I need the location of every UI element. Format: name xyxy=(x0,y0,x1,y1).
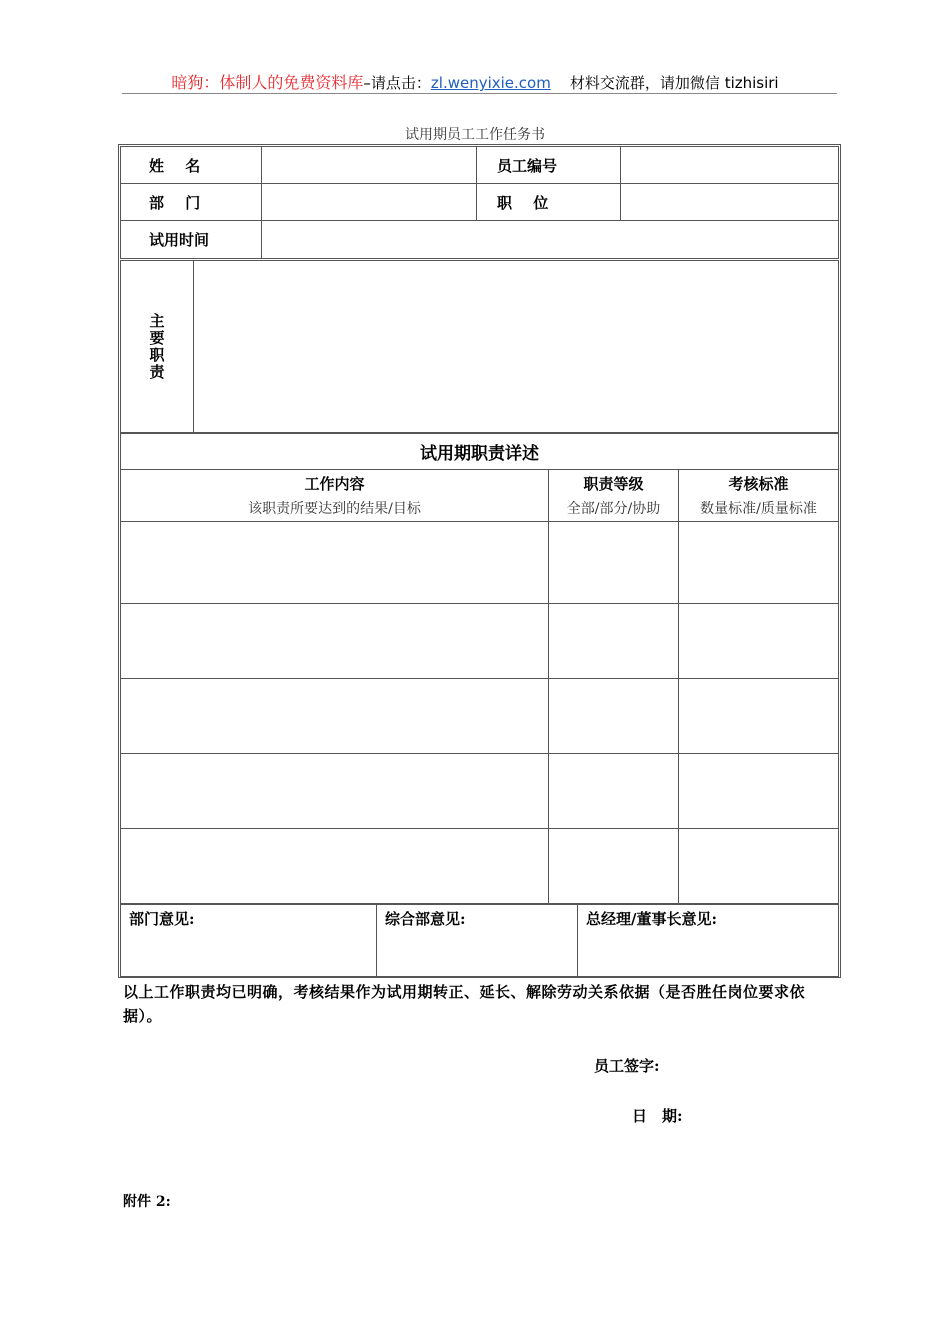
header-banner xyxy=(0,70,950,93)
col-title: 考核标准 xyxy=(728,475,789,493)
col-header-duty-level xyxy=(548,469,679,522)
general-opinion-label: 综合部意见: xyxy=(385,910,466,928)
label-probation-time: 试用时间 xyxy=(120,220,262,259)
label-main-duties: 主要职责 xyxy=(120,260,194,433)
signature-label: 员工签字: xyxy=(594,1057,660,1075)
col-subtitle: 全部/部分/协助 xyxy=(566,501,661,517)
label-employee-id: 员工编号 xyxy=(476,146,621,184)
attachment-label: 附件 2: xyxy=(123,1194,171,1210)
probation-time-field[interactable] xyxy=(261,220,839,259)
detail-cell[interactable] xyxy=(120,603,549,679)
ad-prompt: –请点击： xyxy=(363,74,431,92)
dept-opinion-label: 部门意见: xyxy=(129,910,195,928)
detail-cell[interactable] xyxy=(678,828,839,905)
detail-cell[interactable] xyxy=(678,603,839,679)
col-title: 职责等级 xyxy=(583,475,644,493)
wechat-text: 材料交流群，请加微信 tizhisiri xyxy=(569,74,779,92)
label-name: 姓 名 xyxy=(120,146,262,184)
col-subtitle: 该职责所要达到的结果/目标 xyxy=(248,501,421,517)
col-subtitle: 数量标准/质量标准 xyxy=(700,501,817,517)
date-label: 日 期: xyxy=(632,1107,683,1125)
label-department: 部 门 xyxy=(120,183,262,221)
detail-cell[interactable] xyxy=(548,678,679,754)
detail-cell[interactable] xyxy=(120,678,549,754)
col-title: 工作内容 xyxy=(304,475,365,493)
gm-opinion-field[interactable] xyxy=(577,903,839,977)
col-header-assessment xyxy=(678,469,839,522)
detail-cell[interactable] xyxy=(120,753,549,829)
gm-opinion-label: 总经理/董事长意见: xyxy=(586,910,718,928)
col-header-work-content xyxy=(120,469,549,522)
header-divider xyxy=(122,93,837,94)
detail-cell[interactable] xyxy=(678,753,839,829)
statement: 以上工作职责均已明确，考核结果作为试用期转正、延长、解除劳动关系依据（是否胜任岗位要求依据）。 xyxy=(123,983,806,1025)
section-title: 试用期职责详述 xyxy=(120,433,839,470)
detail-cell[interactable] xyxy=(548,603,679,679)
label-position: 职 位 xyxy=(476,183,621,221)
website-link[interactable]: zl.wenyixie.com xyxy=(430,74,551,92)
detail-cell[interactable] xyxy=(120,521,549,604)
department-field[interactable] xyxy=(261,183,477,221)
employee-id-field[interactable] xyxy=(620,146,839,184)
detail-cell[interactable] xyxy=(678,678,839,754)
general-opinion-field[interactable] xyxy=(376,903,578,977)
position-field[interactable] xyxy=(620,183,839,221)
detail-cell[interactable] xyxy=(548,521,679,604)
dept-opinion-field[interactable] xyxy=(120,903,377,977)
detail-cell[interactable] xyxy=(548,828,679,905)
detail-cell[interactable] xyxy=(548,753,679,829)
ad-text: 暗狗：体制人的免费资料库 xyxy=(171,73,364,92)
detail-cell[interactable] xyxy=(120,828,549,905)
detail-cell[interactable] xyxy=(678,521,839,604)
doc-title: 试用期员工工作任务书 xyxy=(405,127,545,143)
main-duties-field[interactable] xyxy=(193,260,839,433)
name-field[interactable] xyxy=(261,146,477,184)
